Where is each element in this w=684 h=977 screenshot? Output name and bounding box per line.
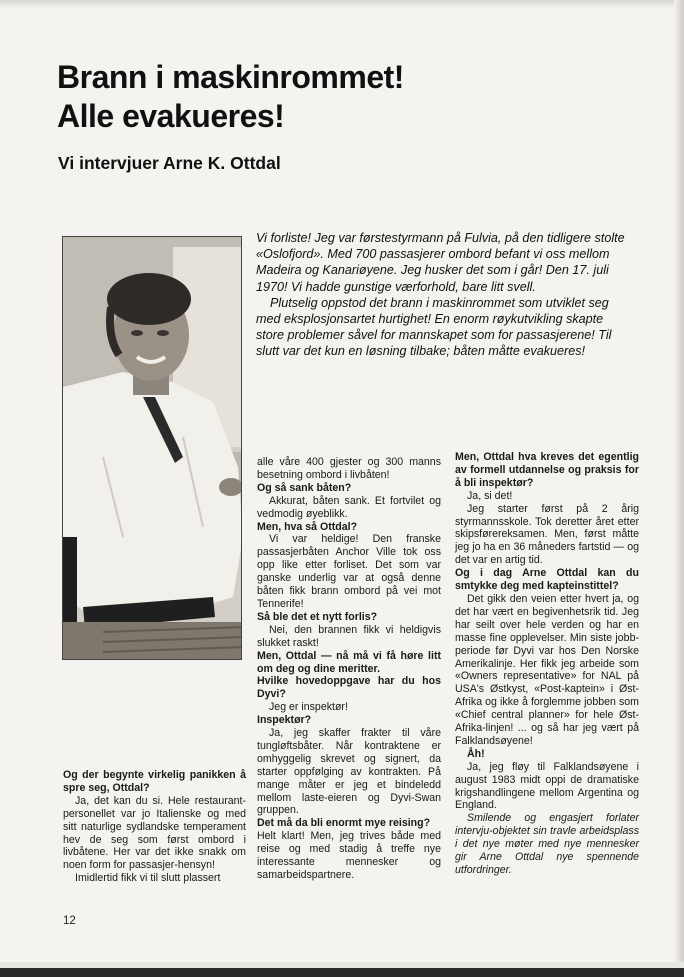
interview-text: alle våre 400 gjester og 300 manns besetning ombord i livbåten! bbox=[257, 456, 441, 481]
interview-question: Og der begynte virkelig panikken å spre seg, Ottdal? bbox=[63, 769, 246, 794]
interview-question: Inspektør? bbox=[257, 714, 312, 727]
title-line-2: Alle evakueres! bbox=[57, 98, 285, 134]
article-title bbox=[57, 58, 404, 136]
text-column-left bbox=[63, 769, 246, 885]
article-subtitle: Vi intervjuer Arne K. Ottdal bbox=[58, 153, 281, 173]
interview-question: Så ble det et nytt forlis? bbox=[257, 610, 378, 623]
scan-border-right bbox=[674, 0, 684, 977]
interview-answer: Jeg starter først på 2 årig styrmannsskole. Tok deretter året etter skipsførereksamen. Men, først måtte jeg jo ha en 36 måneders fartstid — og det var en artig tid. bbox=[455, 502, 639, 567]
page-number: 12 bbox=[63, 915, 76, 927]
interview-question: Men, hva så Ottdal? bbox=[257, 520, 358, 533]
interview-question: Åh! bbox=[467, 747, 485, 760]
interview-question: Det må da bli enormt mye reising? bbox=[257, 817, 431, 830]
portrait-photo bbox=[62, 236, 242, 660]
interview-question: Men, Ottdal hva kreves det egentlig av formell utdannelse og praksis for å bli inspektør? bbox=[455, 451, 639, 489]
interview-answer: Vi var heldige! Den franske passasjerbåten Anchor Ville tok oss opp like etter forliset. Det som var ganske underlig var at også denne båten fikk brann ombord på vei mot Tennerife! bbox=[257, 533, 441, 610]
interview-answer: Ja, jeg skaffer frakter til våre tungløftsbåter. Når kontraktene er omhyggelig skrevet og signert, da starter oppfølging av kontrakten. På mange måter er jeg et bindeledd mellom laste-eieren og Dyvi-Swan gruppen. bbox=[257, 727, 441, 817]
interview-answer: Ja, si det! bbox=[467, 489, 513, 502]
title-line-1: Brann i maskinrommet! bbox=[57, 59, 404, 95]
interview-question: Hvilke hovedoppgave har du hos Dyvi? bbox=[257, 675, 441, 701]
text-column-middle bbox=[257, 456, 441, 882]
interview-question: Men, Ottdal — nå må vi få høre litt om deg og dine meritter. bbox=[257, 649, 441, 675]
interview-question: Og i dag Arne Ottdal kan du smtykke deg med kapteinstittel? bbox=[455, 567, 639, 593]
interview-question: Og så sank båten? bbox=[257, 481, 352, 494]
interview-answer: Helt klart! Men, jeg trives både med reise og med stadig å treffe nye interessante mennesker og samarbeidspartnere. bbox=[257, 830, 441, 881]
interview-answer: Det gikk den veien etter hvert ja, og det har vært en begivenhetsrik tid. Jeg har seilt over hele verden og har en masse fine opplevelser. Min siste jobb-periode før Dyvi var hos Den Norske Amerikalinje. Her fikk jeg arbeide som «Owners representative» for NAL på USA's Østkyst, «Post-kaptein» i Øst-Afrika og ikke å forglemme jobben som «Chief central planner» for hele Øst-Afrika-linjen! ... og så har jeg vært på Falklandsøyene! bbox=[455, 592, 639, 747]
interview-answer: Ja, jeg fløy til Falklandsøyene i august 1983 midt oppi de dramatiske krigshandlingene mellom Argentina og England. bbox=[455, 760, 639, 812]
intro-paragraph: Vi forliste! Jeg var førstestyrmann på Fulvia, på den tidligere stolte «Oslofjord». Med 700 passasjerer ombord befant vi oss mellom Madeira og Kanariøyene. Jeg husker det som i går! Den 17. juli 1970! Vi hadde gunstige værforhold, bare litt svell. bbox=[256, 231, 625, 294]
scan-border-top bbox=[0, 0, 684, 8]
text-column-right bbox=[455, 451, 639, 877]
article-intro bbox=[256, 230, 628, 360]
interview-answer: Imidlertid fikk vi til slutt plassert bbox=[75, 872, 221, 885]
interview-answer: Akkurat, båten sank. Et fortvilet og vedmodig øyeblikk. bbox=[257, 494, 441, 520]
scan-border-bottom bbox=[0, 962, 684, 977]
interview-answer: Nei, den brannen fikk vi heldigvis slukket raskt! bbox=[257, 623, 441, 649]
intro-paragraph: Plutselig oppstod det brann i maskinrommet som utviklet seg med eksplosjonsartet hurtighet! En enorm røykutvikling skapte store problemer såvel for mannskapet som for passasjerene! Til slutt var det kun en løsning tilbake; båten måtte evakueres! bbox=[256, 295, 612, 359]
interview-answer: Jeg er inspektør! bbox=[269, 701, 348, 714]
interview-answer: Ja, det kan du si. Hele restaurant-personellet var jo Italienske og med sitt naturlige sydlandske temperament hev de seg som først ombord i livbåtene. Her var det ikke snakk om noen form for passasjer-hensyn! bbox=[63, 794, 246, 872]
closing-remark: Smilende og engasjert forlater intervju-objektet sin travle arbeidsplass i det nye møter med nye mennesker gir Arne Ottdal nye spennende utfordringer. bbox=[455, 812, 639, 876]
